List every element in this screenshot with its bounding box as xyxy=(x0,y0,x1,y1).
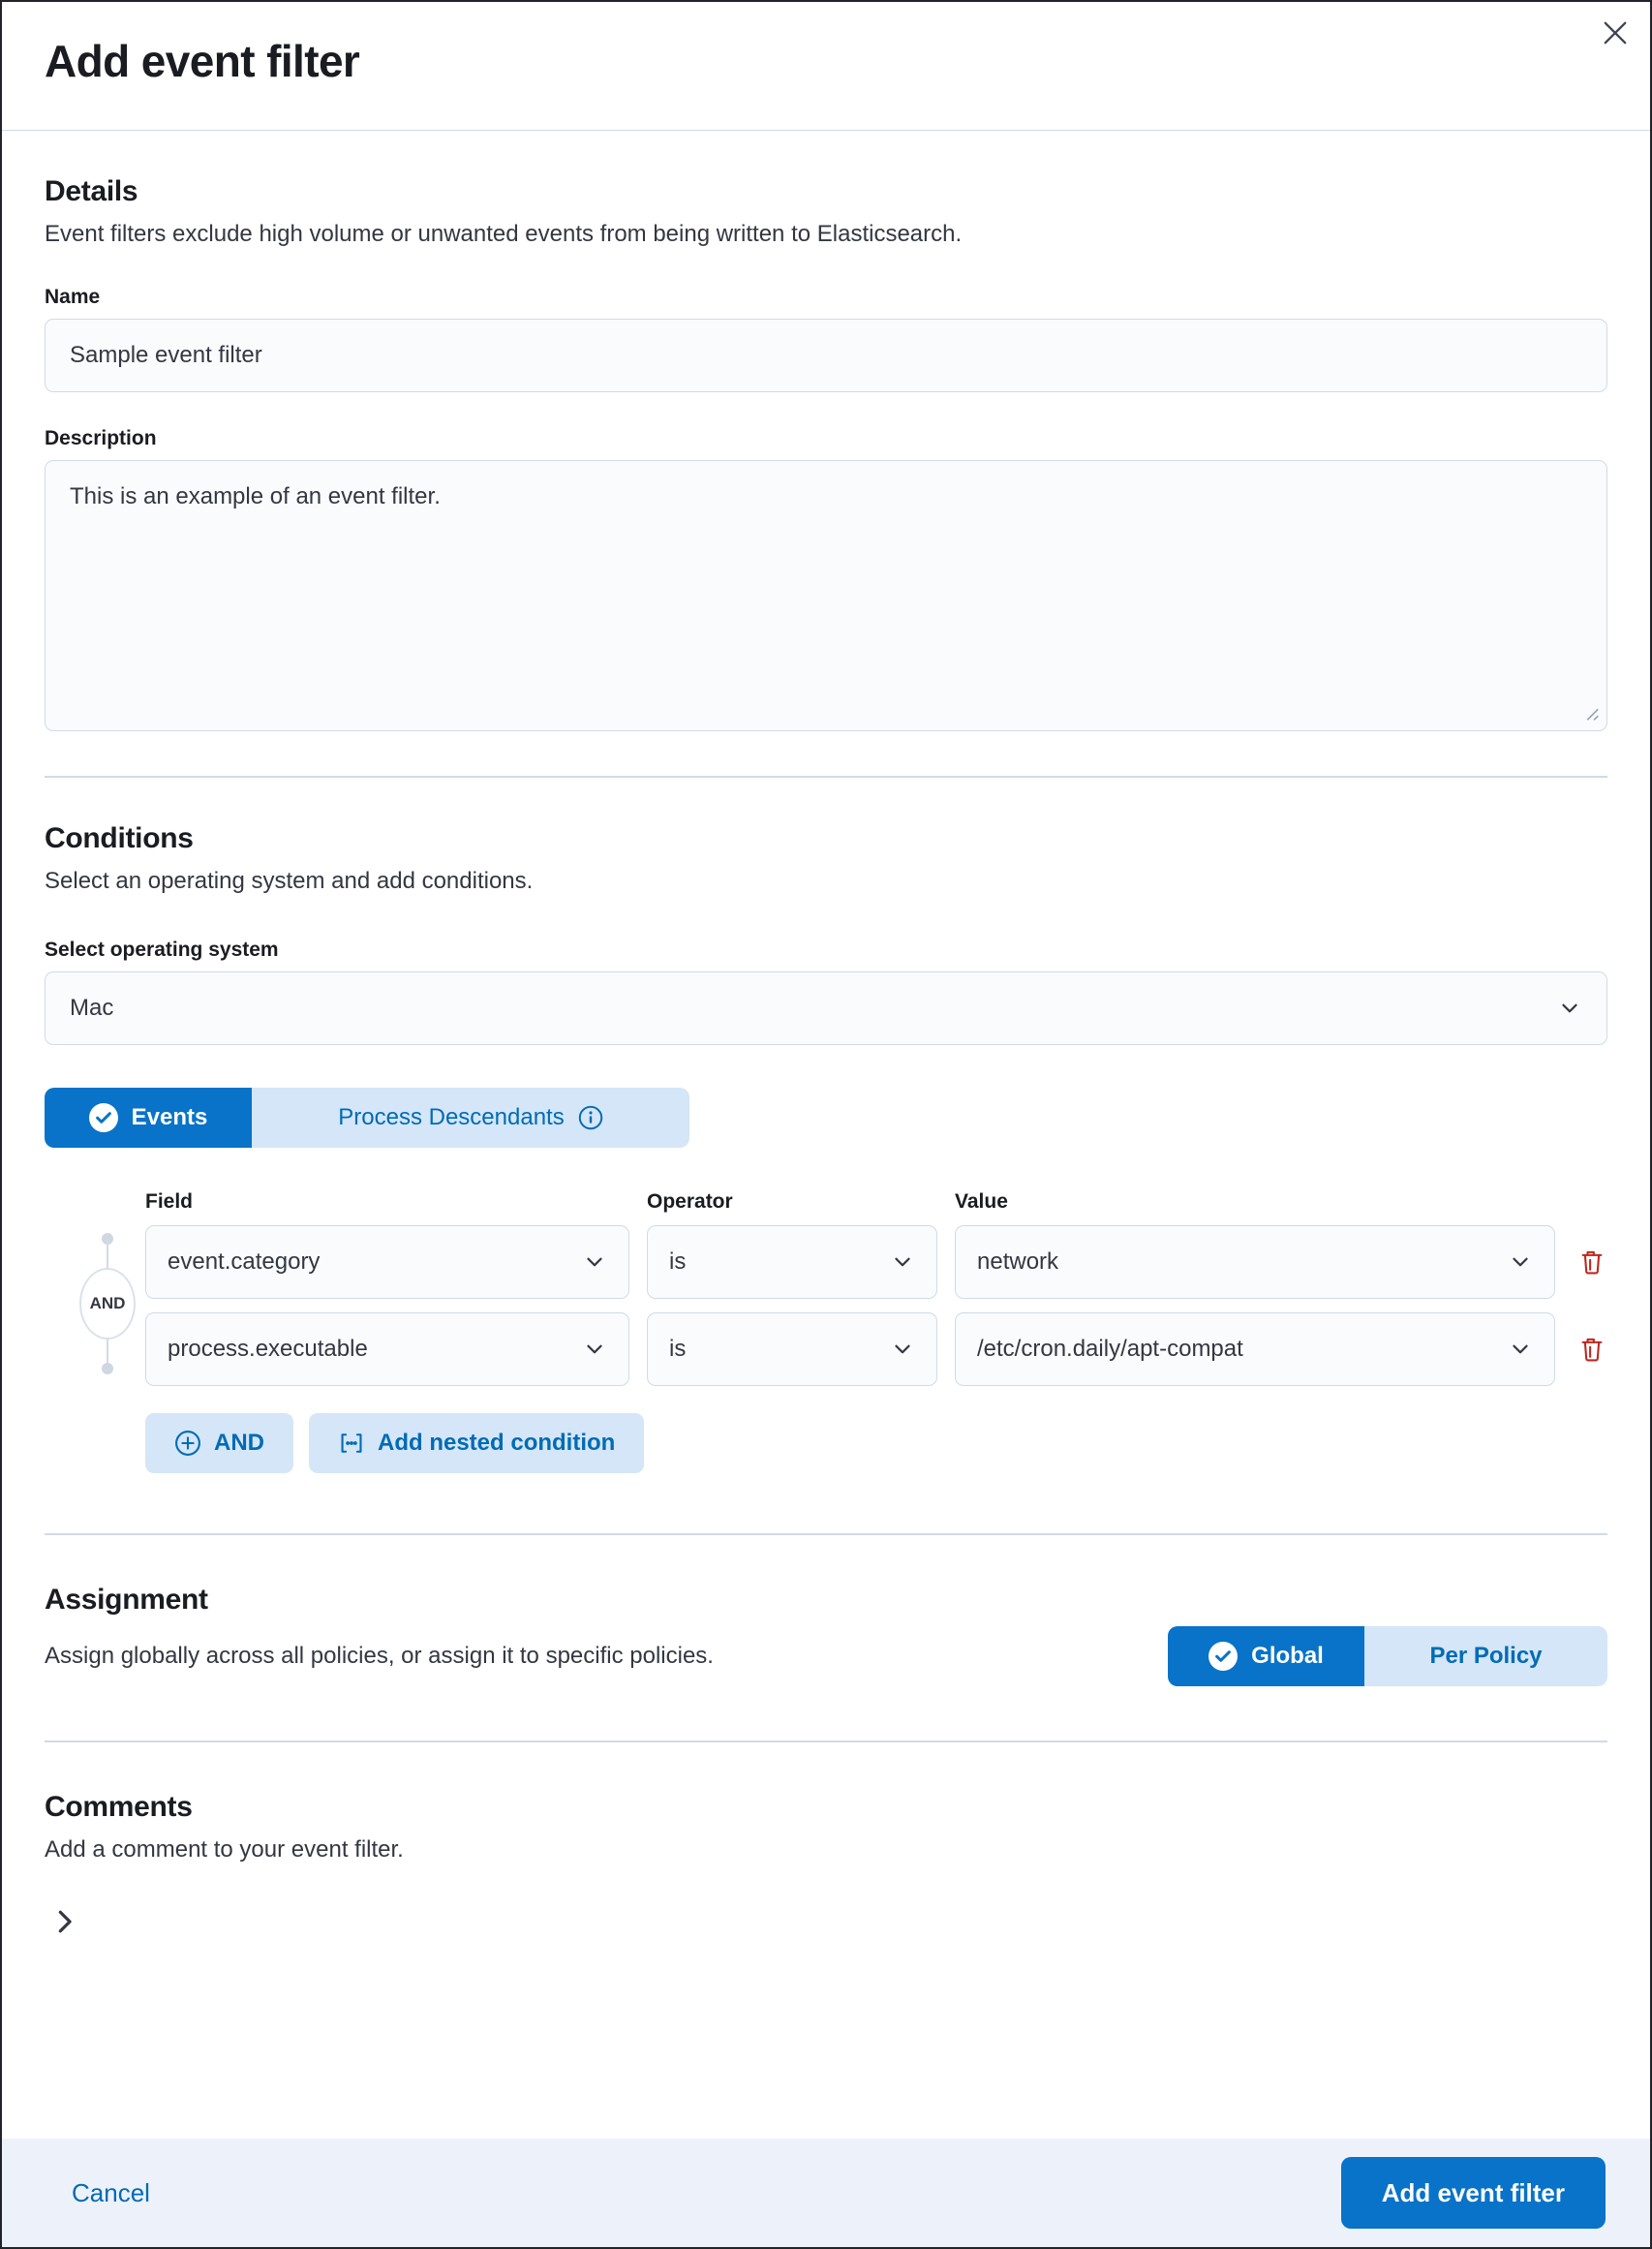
divider xyxy=(45,776,1607,778)
field-select[interactable] xyxy=(145,1312,629,1386)
divider xyxy=(45,1741,1607,1742)
add-nested-condition-label: Add nested condition xyxy=(378,1430,616,1456)
description-label: Description xyxy=(45,427,157,449)
assignment-heading: Assignment xyxy=(45,1584,208,1616)
operator-column-header: Operator xyxy=(647,1190,733,1213)
operator-select-value: is xyxy=(669,1248,687,1275)
info-icon[interactable] xyxy=(578,1105,603,1130)
operator-select-value: is xyxy=(669,1336,687,1362)
chevron-down-icon xyxy=(582,1337,607,1362)
os-select-label: Select operating system xyxy=(45,939,279,961)
comments-heading: Comments xyxy=(45,1791,193,1823)
add-and-condition-label: AND xyxy=(214,1430,264,1456)
description-textarea[interactable] xyxy=(45,460,1607,731)
tab-events[interactable] xyxy=(45,1088,252,1148)
page-title: Add event filter xyxy=(45,36,360,86)
condition-type-tabs xyxy=(45,1088,689,1148)
field-select-value: event.category xyxy=(168,1248,321,1275)
value-select-value: /etc/cron.daily/apt-compat xyxy=(977,1336,1243,1362)
delete-condition-button[interactable] xyxy=(1573,1331,1611,1368)
condition-column-headers xyxy=(145,1190,1607,1214)
tab-events-label: Events xyxy=(131,1104,208,1130)
tab-process-descendants[interactable] xyxy=(252,1088,689,1148)
os-select-value: Mac xyxy=(70,995,114,1021)
name-input[interactable] xyxy=(45,319,1607,392)
add-and-condition-button[interactable] xyxy=(145,1413,293,1473)
value-column-header: Value xyxy=(955,1190,1008,1213)
tab-process-descendants-label: Process Descendants xyxy=(338,1104,565,1130)
and-connector-badge: AND xyxy=(79,1268,136,1340)
chevron-down-icon xyxy=(890,1249,915,1275)
comments-section xyxy=(45,1791,1607,1942)
trash-icon xyxy=(1577,1335,1606,1364)
delete-condition-button[interactable] xyxy=(1573,1244,1611,1280)
chevron-down-icon xyxy=(890,1337,915,1362)
details-heading: Details xyxy=(45,175,138,207)
chevron-down-icon xyxy=(1557,996,1582,1021)
trash-icon xyxy=(1577,1248,1606,1277)
and-connector xyxy=(45,1233,145,1374)
value-select-value: network xyxy=(977,1248,1059,1275)
assignment-subtitle: Assign globally across all policies, or assign it to specific policies. xyxy=(45,1643,714,1669)
os-select[interactable] xyxy=(45,971,1607,1045)
chevron-right-icon xyxy=(48,1905,81,1938)
toggle-per-policy-label: Per Policy xyxy=(1429,1643,1543,1669)
chevron-down-icon xyxy=(582,1249,607,1275)
cancel-button[interactable]: Cancel xyxy=(72,2177,150,2207)
connector-dot xyxy=(102,1363,113,1374)
add-event-filter-button[interactable]: Add event filter xyxy=(1341,2157,1606,2229)
name-label: Name xyxy=(45,286,101,308)
conditions-section xyxy=(45,822,1607,1473)
assignment-toggle xyxy=(1168,1626,1607,1686)
add-nested-condition-button[interactable] xyxy=(309,1413,644,1473)
operator-select[interactable] xyxy=(647,1225,937,1299)
modal-header xyxy=(2,2,1650,131)
toggle-global[interactable] xyxy=(1168,1626,1364,1686)
assignment-section xyxy=(45,1584,1607,1686)
condition-row xyxy=(145,1312,1607,1386)
conditions-subtitle: Select an operating system and add conditions. xyxy=(45,868,534,894)
value-select[interactable] xyxy=(955,1225,1555,1299)
field-column-header: Field xyxy=(145,1190,194,1213)
condition-actions xyxy=(145,1413,1607,1473)
nested-brackets-icon xyxy=(338,1430,365,1457)
modal-body xyxy=(2,131,1650,2139)
toggle-per-policy[interactable] xyxy=(1364,1626,1607,1686)
value-select[interactable] xyxy=(955,1312,1555,1386)
operator-select[interactable] xyxy=(647,1312,937,1386)
close-button[interactable] xyxy=(1594,12,1637,54)
comments-subtitle: Add a comment to your event filter. xyxy=(45,1836,404,1863)
comments-expander-button[interactable] xyxy=(45,1901,85,1942)
conditions-heading: Conditions xyxy=(45,822,194,854)
toggle-global-label: Global xyxy=(1251,1643,1324,1669)
check-circle-icon xyxy=(89,1103,118,1132)
check-circle-icon xyxy=(1208,1642,1238,1671)
condition-builder xyxy=(45,1190,1607,1386)
chevron-down-icon xyxy=(1508,1249,1533,1275)
condition-row xyxy=(145,1225,1607,1299)
details-description: Event filters exclude high volume or unwanted events from being written to Elasticsearch. xyxy=(45,221,963,247)
plus-circle-icon xyxy=(174,1430,201,1457)
close-icon xyxy=(1599,16,1632,49)
chevron-down-icon xyxy=(1508,1337,1533,1362)
modal-footer xyxy=(2,2139,1650,2247)
field-select-value: process.executable xyxy=(168,1336,368,1362)
field-select[interactable] xyxy=(145,1225,629,1299)
details-section xyxy=(45,175,1607,731)
divider xyxy=(45,1533,1607,1535)
